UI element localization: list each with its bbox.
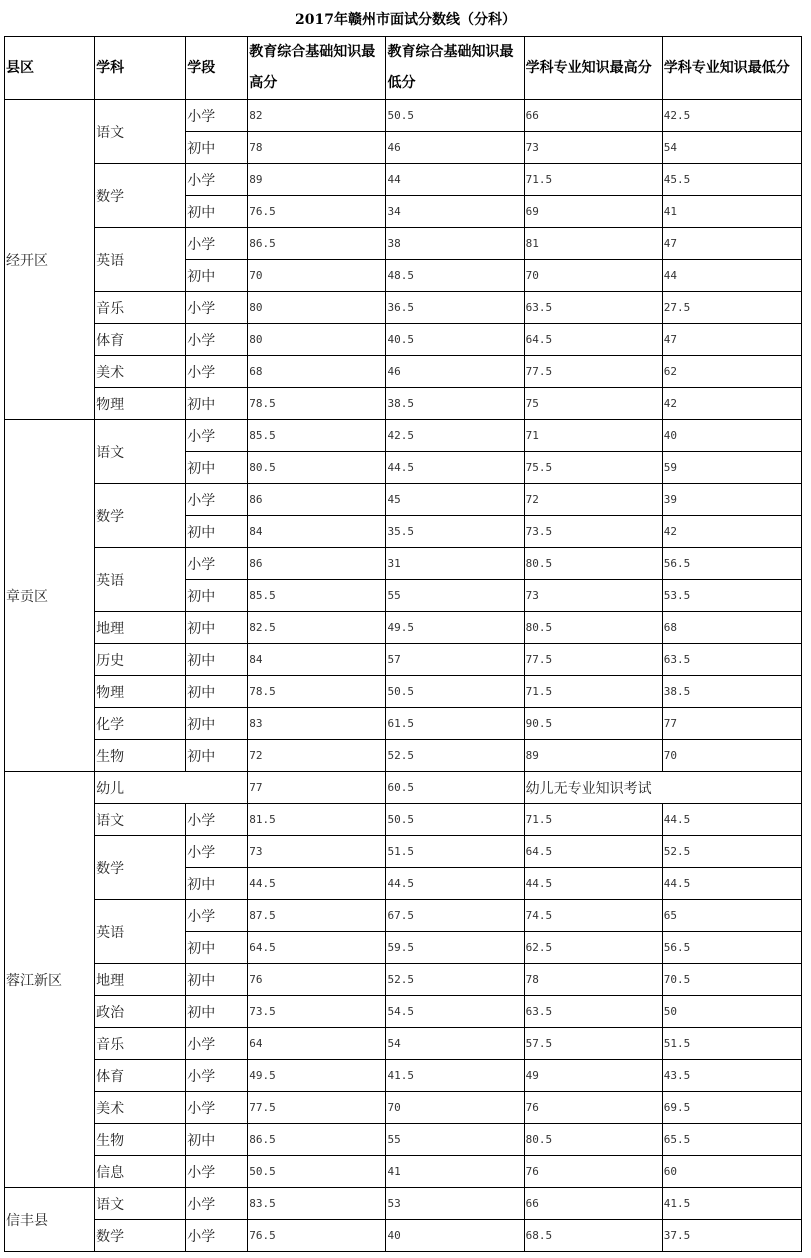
county-cell: 信丰县: [5, 1188, 95, 1252]
pro-max-cell: 71.5: [524, 676, 662, 708]
pro-min-cell: 40: [662, 420, 801, 452]
edu-min-cell: 51.5: [386, 836, 524, 868]
edu-max-cell: 82.5: [248, 612, 386, 644]
pro-min-cell: 56.5: [662, 548, 801, 580]
subject-cell: 生物: [95, 740, 186, 772]
table-row: [5, 388, 802, 420]
subject-cell: 政治: [95, 996, 186, 1028]
edu-min-cell: 50.5: [386, 804, 524, 836]
edu-min-cell: 46: [386, 356, 524, 388]
edu-max-cell: 87.5: [248, 900, 386, 932]
edu-max-cell: 82: [248, 100, 386, 132]
stage-cell: 初中: [186, 868, 248, 900]
edu-max-cell: 89: [248, 164, 386, 196]
pro-min-cell: 41.5: [662, 1188, 801, 1220]
county-cell: 经开区: [5, 100, 95, 420]
edu-max-cell: 49.5: [248, 1060, 386, 1092]
subject-cell: 语文: [95, 804, 186, 836]
subject-cell: 语文: [95, 420, 186, 484]
edu-min-cell: 50.5: [386, 100, 524, 132]
stage-cell: 初中: [186, 516, 248, 548]
edu-max-cell: 85.5: [248, 420, 386, 452]
pro-min-cell: 44: [662, 260, 801, 292]
pro-max-cell: 71.5: [524, 804, 662, 836]
pro-max-cell: 69: [524, 196, 662, 228]
header-stage: 学段: [186, 37, 248, 100]
edu-max-cell: 64.5: [248, 932, 386, 964]
stage-cell: 小学: [186, 900, 248, 932]
pro-max-cell: 63.5: [524, 292, 662, 324]
subject-cell: 英语: [95, 548, 186, 612]
edu-max-cell: 86: [248, 548, 386, 580]
pro-max-cell: 72: [524, 484, 662, 516]
stage-cell: 小学: [186, 1060, 248, 1092]
table-row: [5, 740, 802, 772]
subject-cell: 信息: [95, 1156, 186, 1188]
pro-min-cell: 59: [662, 452, 801, 484]
edu-max-cell: 78: [248, 132, 386, 164]
edu-max-cell: 77.5: [248, 1092, 386, 1124]
pro-min-cell: 60: [662, 1156, 801, 1188]
subject-cell: 体育: [95, 324, 186, 356]
pro-max-cell: 75: [524, 388, 662, 420]
pro-max-cell: 44.5: [524, 868, 662, 900]
stage-cell: 初中: [186, 1124, 248, 1156]
edu-max-cell: 83: [248, 708, 386, 740]
pro-max-cell: 90.5: [524, 708, 662, 740]
pro-min-cell: 42.5: [662, 100, 801, 132]
pro-min-cell: 65: [662, 900, 801, 932]
pro-min-cell: 63.5: [662, 644, 801, 676]
subject-cell: 化学: [95, 708, 186, 740]
edu-min-cell: 44: [386, 164, 524, 196]
pro-min-cell: 38.5: [662, 676, 801, 708]
table-row: [5, 324, 802, 356]
stage-cell: 小学: [186, 100, 248, 132]
pro-max-cell: 66: [524, 100, 662, 132]
stage-cell: 小学: [186, 420, 248, 452]
edu-min-cell: 52.5: [386, 964, 524, 996]
table-row: [5, 356, 802, 388]
pro-min-cell: 47: [662, 228, 801, 260]
edu-min-cell: 36.5: [386, 292, 524, 324]
stage-cell: 小学: [186, 1188, 248, 1220]
edu-min-cell: 42.5: [386, 420, 524, 452]
pro-min-cell: 41: [662, 196, 801, 228]
table-row: [5, 1220, 802, 1252]
edu-max-cell: 83.5: [248, 1188, 386, 1220]
pro-min-cell: 68: [662, 612, 801, 644]
subject-cell: 数学: [95, 484, 186, 548]
table-row: [5, 100, 802, 132]
subject-cell: 数学: [95, 1220, 186, 1252]
pro-min-cell: 62: [662, 356, 801, 388]
header-edu-max: 教育综合基础知识最高分: [248, 37, 386, 100]
table-row: [5, 292, 802, 324]
stage-cell: 初中: [186, 260, 248, 292]
subject-cell: 地理: [95, 612, 186, 644]
edu-max-cell: 68: [248, 356, 386, 388]
header-pro-min: 学科专业知识最低分: [662, 37, 801, 100]
pro-min-cell: 42: [662, 388, 801, 420]
pro-max-cell: 64.5: [524, 836, 662, 868]
edu-max-cell: 73: [248, 836, 386, 868]
subject-cell: 美术: [95, 1092, 186, 1124]
pro-max-cell: 77.5: [524, 644, 662, 676]
pro-max-cell: 64.5: [524, 324, 662, 356]
subject-cell: 音乐: [95, 1028, 186, 1060]
table-row: [5, 420, 802, 452]
stage-cell: 小学: [186, 292, 248, 324]
edu-max-cell: 80: [248, 324, 386, 356]
pro-max-cell: 77.5: [524, 356, 662, 388]
table-row: [5, 1156, 802, 1188]
pro-max-cell: 63.5: [524, 996, 662, 1028]
edu-max-cell: 78.5: [248, 676, 386, 708]
pro-max-cell: 66: [524, 1188, 662, 1220]
pro-min-cell: 56.5: [662, 932, 801, 964]
pro-min-cell: 43.5: [662, 1060, 801, 1092]
subject-cell: 语文: [95, 1188, 186, 1220]
pro-max-cell: 75.5: [524, 452, 662, 484]
table-row: [5, 228, 802, 260]
stage-cell: 小学: [186, 836, 248, 868]
edu-min-cell: 57: [386, 644, 524, 676]
stage-cell: 小学: [186, 1156, 248, 1188]
edu-min-cell: 46: [386, 132, 524, 164]
subject-cell: 音乐: [95, 292, 186, 324]
header-pro-max: 学科专业知识最高分: [524, 37, 662, 100]
pro-min-cell: 37.5: [662, 1220, 801, 1252]
county-cell: 章贡区: [5, 420, 95, 772]
pro-min-cell: 44.5: [662, 868, 801, 900]
subject-cell: 语文: [95, 100, 186, 164]
edu-max-cell: 80.5: [248, 452, 386, 484]
stage-cell: 初中: [186, 708, 248, 740]
stage-cell: 小学: [186, 228, 248, 260]
pro-min-cell: 50: [662, 996, 801, 1028]
pro-max-cell: 49: [524, 1060, 662, 1092]
table-row: [5, 1188, 802, 1220]
subject-cell: 英语: [95, 228, 186, 292]
edu-min-cell: 52.5: [386, 740, 524, 772]
pro-max-cell: 62.5: [524, 932, 662, 964]
stage-cell: 初中: [186, 388, 248, 420]
edu-max-cell: 77: [248, 772, 386, 804]
stage-cell: 小学: [186, 1092, 248, 1124]
edu-min-cell: 49.5: [386, 612, 524, 644]
edu-max-cell: 80: [248, 292, 386, 324]
county-cell: 蓉江新区: [5, 772, 95, 1188]
edu-min-cell: 38.5: [386, 388, 524, 420]
edu-min-cell: 48.5: [386, 260, 524, 292]
pro-min-cell: 44.5: [662, 804, 801, 836]
pro-max-cell: 73.5: [524, 516, 662, 548]
table-row: [5, 836, 802, 868]
subject-cell: 数学: [95, 836, 186, 900]
stage-cell: 初中: [186, 196, 248, 228]
stage-cell: 小学: [186, 1220, 248, 1252]
pro-max-cell: 78: [524, 964, 662, 996]
header-row: [5, 37, 802, 100]
table-row: [5, 164, 802, 196]
table-row: [5, 996, 802, 1028]
table-row: [5, 676, 802, 708]
page-title: 2017年赣州市面试分数线（分科）: [295, 12, 516, 28]
edu-max-cell: 70: [248, 260, 386, 292]
table-row: [5, 708, 802, 740]
table-row: [5, 964, 802, 996]
stage-cell: 初中: [186, 964, 248, 996]
stage-cell: 初中: [186, 644, 248, 676]
edu-max-cell: 81.5: [248, 804, 386, 836]
table-row: [5, 1028, 802, 1060]
edu-min-cell: 44.5: [386, 452, 524, 484]
stage-cell: 小学: [186, 164, 248, 196]
stage-cell: 初中: [186, 676, 248, 708]
edu-max-cell: 76: [248, 964, 386, 996]
subject-cell: 地理: [95, 964, 186, 996]
subject-cell: 物理: [95, 388, 186, 420]
edu-max-cell: 86.5: [248, 228, 386, 260]
subject-cell: 生物: [95, 1124, 186, 1156]
stage-cell: 初中: [186, 996, 248, 1028]
edu-min-cell: 70: [386, 1092, 524, 1124]
table-row: [5, 900, 802, 932]
subject-cell: 英语: [95, 900, 186, 964]
pro-min-cell: 47: [662, 324, 801, 356]
pro-min-cell: 77: [662, 708, 801, 740]
table-row: [5, 804, 802, 836]
edu-min-cell: 55: [386, 1124, 524, 1156]
edu-min-cell: 44.5: [386, 868, 524, 900]
pro-max-cell: 70: [524, 260, 662, 292]
pro-min-cell: 51.5: [662, 1028, 801, 1060]
table-row: [5, 1124, 802, 1156]
pro-min-cell: 42: [662, 516, 801, 548]
pro-min-cell: 45.5: [662, 164, 801, 196]
pro-max-cell: 71.5: [524, 164, 662, 196]
header-subject: 学科: [95, 37, 186, 100]
edu-max-cell: 86: [248, 484, 386, 516]
stage-cell: 初中: [186, 452, 248, 484]
pro-max-cell: 80.5: [524, 1124, 662, 1156]
edu-max-cell: 76.5: [248, 1220, 386, 1252]
stage-cell: 初中: [186, 932, 248, 964]
edu-min-cell: 61.5: [386, 708, 524, 740]
pro-max-cell: 74.5: [524, 900, 662, 932]
header-county: 县区: [5, 37, 95, 100]
stage-cell: 小学: [186, 484, 248, 516]
edu-min-cell: 60.5: [386, 772, 524, 804]
stage-cell: 小学: [186, 804, 248, 836]
edu-min-cell: 45: [386, 484, 524, 516]
table-row: [5, 1060, 802, 1092]
edu-max-cell: 84: [248, 516, 386, 548]
pro-max-cell: 71: [524, 420, 662, 452]
edu-min-cell: 55: [386, 580, 524, 612]
edu-max-cell: 86.5: [248, 1124, 386, 1156]
pro-max-cell: 57.5: [524, 1028, 662, 1060]
stage-cell: 小学: [186, 548, 248, 580]
header-edu-min: 教育综合基础知识最低分: [386, 37, 524, 100]
subject-cell: 物理: [95, 676, 186, 708]
pro-min-cell: 27.5: [662, 292, 801, 324]
pro-min-cell: 53.5: [662, 580, 801, 612]
pro-max-cell: 68.5: [524, 1220, 662, 1252]
edu-max-cell: 73.5: [248, 996, 386, 1028]
edu-min-cell: 67.5: [386, 900, 524, 932]
edu-min-cell: 34: [386, 196, 524, 228]
subject-cell: 幼儿: [95, 772, 248, 804]
table-row: [5, 612, 802, 644]
note-cell: 幼儿无专业知识考试: [524, 772, 801, 804]
edu-max-cell: 72: [248, 740, 386, 772]
edu-max-cell: 84: [248, 644, 386, 676]
pro-max-cell: 73: [524, 580, 662, 612]
stage-cell: 小学: [186, 324, 248, 356]
edu-max-cell: 44.5: [248, 868, 386, 900]
pro-max-cell: 73: [524, 132, 662, 164]
table-row: [5, 644, 802, 676]
edu-min-cell: 40: [386, 1220, 524, 1252]
edu-min-cell: 50.5: [386, 676, 524, 708]
stage-cell: 初中: [186, 132, 248, 164]
edu-max-cell: 64: [248, 1028, 386, 1060]
table-row: [5, 772, 802, 804]
stage-cell: 初中: [186, 612, 248, 644]
edu-max-cell: 50.5: [248, 1156, 386, 1188]
edu-min-cell: 31: [386, 548, 524, 580]
edu-min-cell: 54.5: [386, 996, 524, 1028]
pro-max-cell: 76: [524, 1156, 662, 1188]
pro-max-cell: 81: [524, 228, 662, 260]
pro-min-cell: 70.5: [662, 964, 801, 996]
edu-max-cell: 76.5: [248, 196, 386, 228]
table-row: [5, 1092, 802, 1124]
edu-min-cell: 54: [386, 1028, 524, 1060]
pro-max-cell: 80.5: [524, 548, 662, 580]
pro-min-cell: 39: [662, 484, 801, 516]
table-row: [5, 548, 802, 580]
subject-cell: 美术: [95, 356, 186, 388]
pro-min-cell: 69.5: [662, 1092, 801, 1124]
score-table: [4, 36, 802, 1252]
pro-max-cell: 89: [524, 740, 662, 772]
stage-cell: 小学: [186, 356, 248, 388]
edu-min-cell: 41: [386, 1156, 524, 1188]
edu-min-cell: 41.5: [386, 1060, 524, 1092]
pro-max-cell: 80.5: [524, 612, 662, 644]
pro-max-cell: 76: [524, 1092, 662, 1124]
pro-min-cell: 54: [662, 132, 801, 164]
subject-cell: 历史: [95, 644, 186, 676]
edu-min-cell: 38: [386, 228, 524, 260]
table-body: [5, 100, 802, 1252]
pro-min-cell: 70: [662, 740, 801, 772]
subject-cell: 数学: [95, 164, 186, 228]
pro-min-cell: 65.5: [662, 1124, 801, 1156]
stage-cell: 初中: [186, 580, 248, 612]
edu-min-cell: 40.5: [386, 324, 524, 356]
subject-cell: 体育: [95, 1060, 186, 1092]
edu-min-cell: 59.5: [386, 932, 524, 964]
stage-cell: 小学: [186, 1028, 248, 1060]
edu-min-cell: 35.5: [386, 516, 524, 548]
pro-min-cell: 52.5: [662, 836, 801, 868]
stage-cell: 初中: [186, 740, 248, 772]
table-row: [5, 484, 802, 516]
edu-min-cell: 53: [386, 1188, 524, 1220]
edu-max-cell: 78.5: [248, 388, 386, 420]
edu-max-cell: 85.5: [248, 580, 386, 612]
